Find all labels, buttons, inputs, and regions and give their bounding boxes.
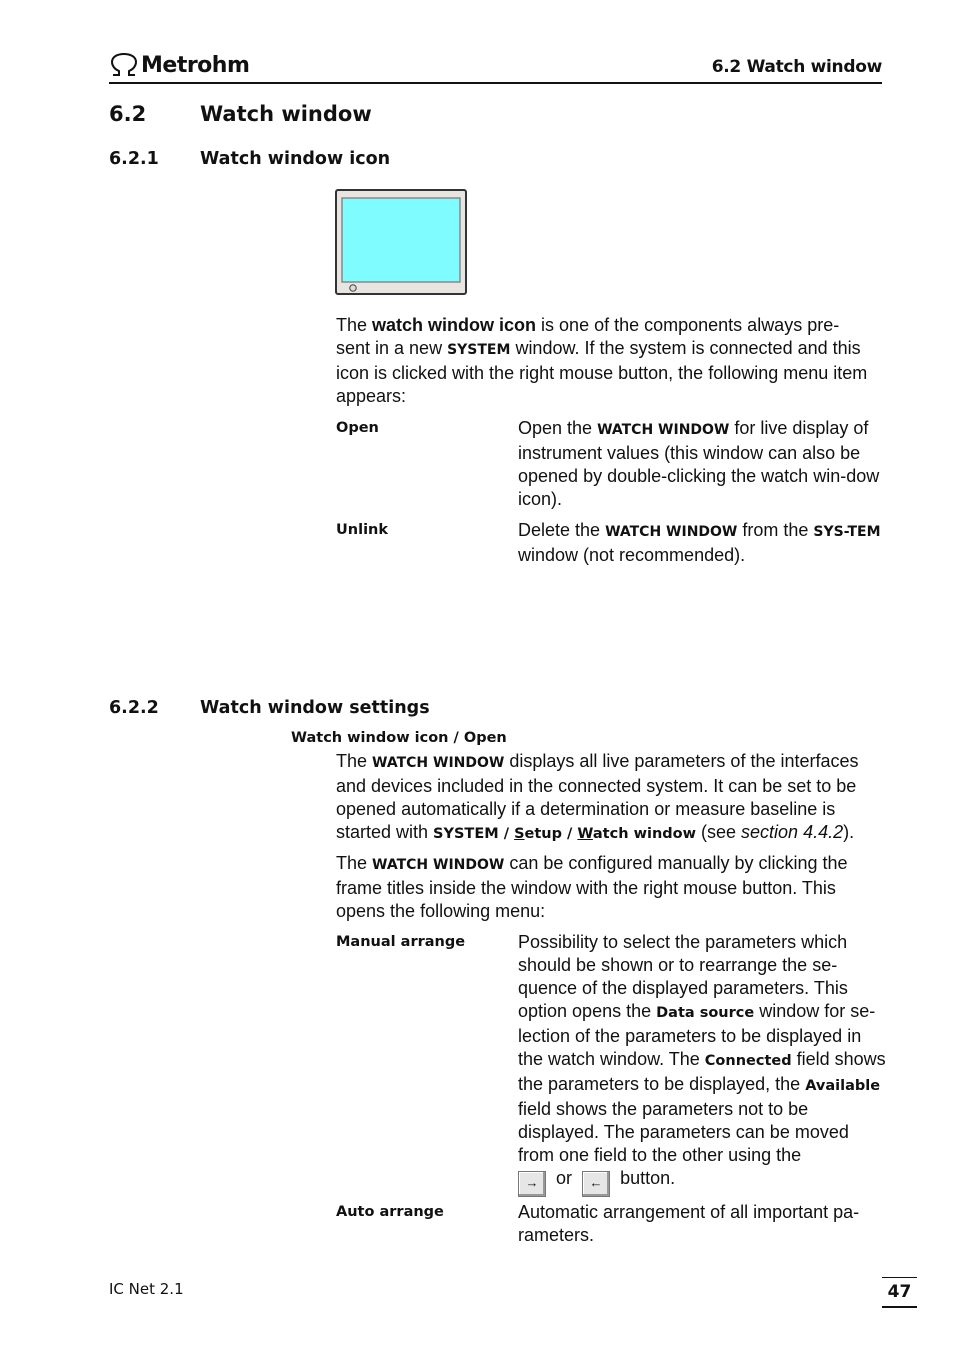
text: field shows the parameters to be displayed, the: [518, 1049, 886, 1094]
section-heading-6-2-2: [109, 698, 430, 718]
menu-item-manual-arrange-desc: [518, 931, 886, 1197]
mnemonic: W: [577, 826, 593, 842]
text: The: [336, 853, 373, 873]
menu-item-unlink-desc: [518, 519, 886, 567]
term-watch-window: WATCH WINDOW: [605, 524, 738, 540]
text: displays all live parameters of the interfaces and devices included in the connected system. It can be set to be opened automatically if a determination or measure baseline is started with: [336, 751, 859, 842]
logo-text: Metrohm: [141, 52, 250, 78]
icon-intro-paragraph: [336, 314, 871, 408]
text: ).: [843, 822, 855, 842]
section-number: 6.2: [109, 102, 147, 126]
section-number: 6.2.2: [109, 698, 159, 718]
text: window for se-lection of the parameters to be displayed in the watch window. The: [518, 1001, 876, 1069]
right-arrow-icon: →: [518, 1171, 546, 1197]
text: can be configured manually by clicking the frame titles inside the window with the right mouse button. This opens the following menu:: [336, 853, 848, 921]
header-divider: [109, 82, 882, 84]
term-watch-window: WATCH WINDOW: [372, 857, 505, 873]
section-reference: section 4.4.2: [741, 822, 844, 842]
term-system: SYSTEM: [447, 342, 511, 358]
section-title: Watch window icon: [200, 149, 391, 169]
text: Open the: [518, 418, 598, 438]
path-separator: /: [448, 730, 464, 746]
menu-item-manual-arrange: Manual arrange: [336, 934, 466, 950]
term-system: SYS-TEM: [813, 524, 881, 540]
text: window (not recommended).: [518, 545, 746, 565]
text: The: [336, 315, 373, 335]
section-heading-6-2-1: [109, 149, 390, 169]
text: window. If the system is connected and this icon is clicked with the right mouse button, the following menu item appears:: [336, 338, 868, 406]
running-header: 6.2 Watch window: [711, 57, 882, 77]
section-number: 6.2.1: [109, 149, 159, 169]
term-watch-window: WATCH WINDOW: [372, 755, 505, 771]
text: field shows the parameters not to be displayed. The parameters can be moved from one field to the other using the: [518, 1099, 849, 1165]
menu-item-auto-arrange-desc: Automatic arrangement of all important pa-rameters.: [518, 1202, 860, 1245]
left-arrow-icon: ←: [582, 1171, 610, 1197]
header-logo: [109, 52, 249, 78]
menu-item-unlink: Unlink: [336, 522, 389, 538]
settings-paragraph-2: [336, 852, 881, 923]
term-connected: Connected: [704, 1053, 792, 1069]
text: for live display of instrument values (this window can also be opened by double-clicking the watch win-dow icon).: [518, 418, 880, 509]
term-available: Available: [805, 1078, 881, 1094]
text: is one of the components always pre-sent in a new: [336, 315, 840, 358]
term-data-source: Data source: [656, 1005, 755, 1021]
omega-logo-icon: [109, 52, 139, 78]
monitor-icon: [335, 189, 468, 296]
menu-item-auto-arrange: Auto arrange: [336, 1204, 444, 1220]
footer-product: IC Net 2.1: [109, 1280, 184, 1298]
term-watch-window: WATCH WINDOW: [597, 422, 730, 438]
menu-path: [291, 730, 507, 746]
section-title: Watch window settings: [200, 698, 430, 718]
menu-item-open-desc: [518, 417, 886, 511]
menu-system: SYSTEM: [433, 826, 499, 842]
mnemonic: S: [514, 826, 525, 842]
text: button.: [620, 1168, 676, 1188]
section-title: Watch window: [200, 102, 372, 126]
path-part: Open: [463, 730, 507, 746]
text: Possibility to select the parameters which should be shown or to rearrange the se-quence of the displayed parameters. This option opens the: [518, 932, 848, 1021]
page-number: 47: [882, 1277, 917, 1308]
text: The: [336, 751, 373, 771]
separator: /: [498, 826, 515, 842]
term-watch-window-icon: watch window icon: [372, 315, 537, 335]
text: from the: [737, 520, 814, 540]
settings-paragraph-1: [336, 750, 886, 846]
separator: /: [562, 826, 578, 842]
text: or: [556, 1168, 573, 1188]
menu-watch-window: atch window: [592, 826, 696, 842]
section-heading-6-2: [109, 102, 372, 126]
text: (see: [696, 822, 742, 842]
menu-item-open: Open: [336, 420, 379, 436]
path-part: Watch window icon: [291, 730, 449, 746]
menu-setup: etup: [524, 826, 562, 842]
menu-reference: [433, 826, 696, 842]
text: Delete the: [518, 520, 606, 540]
